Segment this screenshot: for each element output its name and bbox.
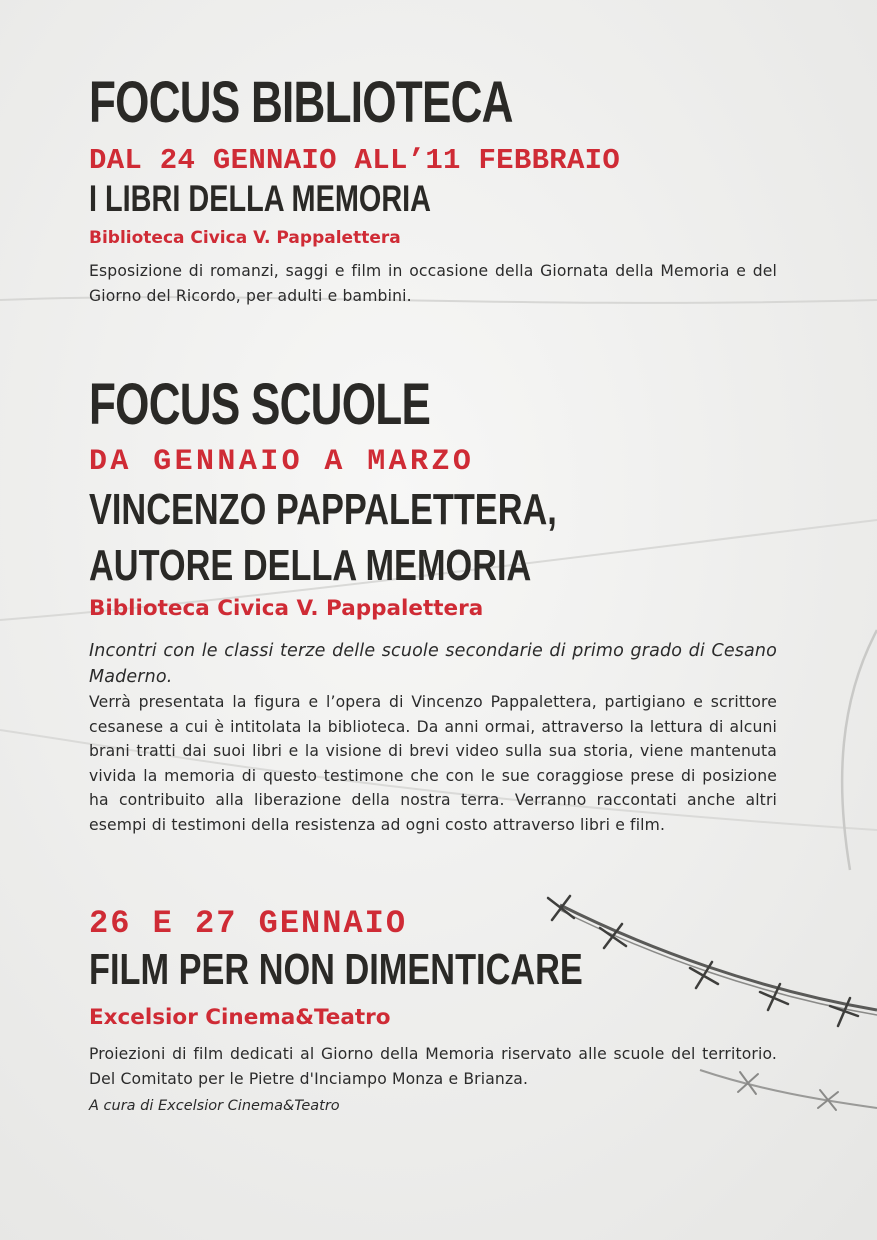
focus-biblioteca-date: DAL 24 GENNAIO ALL’11 FEBBRAIO (89, 144, 621, 177)
event1-description: Verrà presentata la figura e l’opera di Vincenzo Pappalettera, partigiano e scrittore cesanese a cui è intitolata la biblioteca. Da anni ormai, attraverso la lettura di alcuni brani tratti dai suoi libri e la visione di brevi video sulla sua storia, viene mantenuta vivida la memoria di questo testimone che con le sue coraggiose prese di posizione ha contribuito alla liberazione della nostra terra. Verranno raccontati anche altri esempi di testimoni della resistenza ad ogni costo attraverso libri e film. (89, 693, 777, 834)
event1-title-line1: VINCENZO PAPPALETTERA, (89, 485, 557, 534)
event2-credit: A cura di Excelsior Cinema&Teatro (89, 1098, 340, 1114)
event2-title: FILM PER NON DIMENTICARE (89, 945, 583, 994)
focus-scuole-heading: FOCUS SCUOLE (89, 372, 431, 437)
focus-biblioteca-title: I LIBRI DELLA MEMORIA (89, 178, 432, 219)
focus-biblioteca-venue: Biblioteca Civica V. Pappalettera (89, 228, 401, 248)
focus-biblioteca-description: Esposizione di romanzi, saggi e film in occasione della Giornata della Memoria e del Giorno del Ricordo, per adulti e bambini. (89, 262, 777, 305)
event2-description: Proiezioni di film dedicati al Giorno della Memoria riservato alle scuole del territorio. Del Comitato per le Pietre d'Inciampo Monza e Brianza. (89, 1045, 777, 1088)
event1-date: DA GENNAIO A MARZO (89, 445, 475, 479)
event2-date: 26 E 27 GENNAIO (89, 905, 408, 942)
event1-intro: Incontri con le classi terze delle scuole secondarie di primo grado di Cesano Maderno. (89, 641, 777, 687)
event1-text-block (89, 638, 777, 837)
focus-biblioteca-heading: FOCUS BIBLIOTECA (89, 70, 513, 135)
event1-title-line2: AUTORE DELLA MEMORIA (89, 541, 532, 590)
event1-venue: Biblioteca Civica V. Pappalettera (89, 596, 484, 621)
event2-venue: Excelsior Cinema&Teatro (89, 1005, 391, 1030)
